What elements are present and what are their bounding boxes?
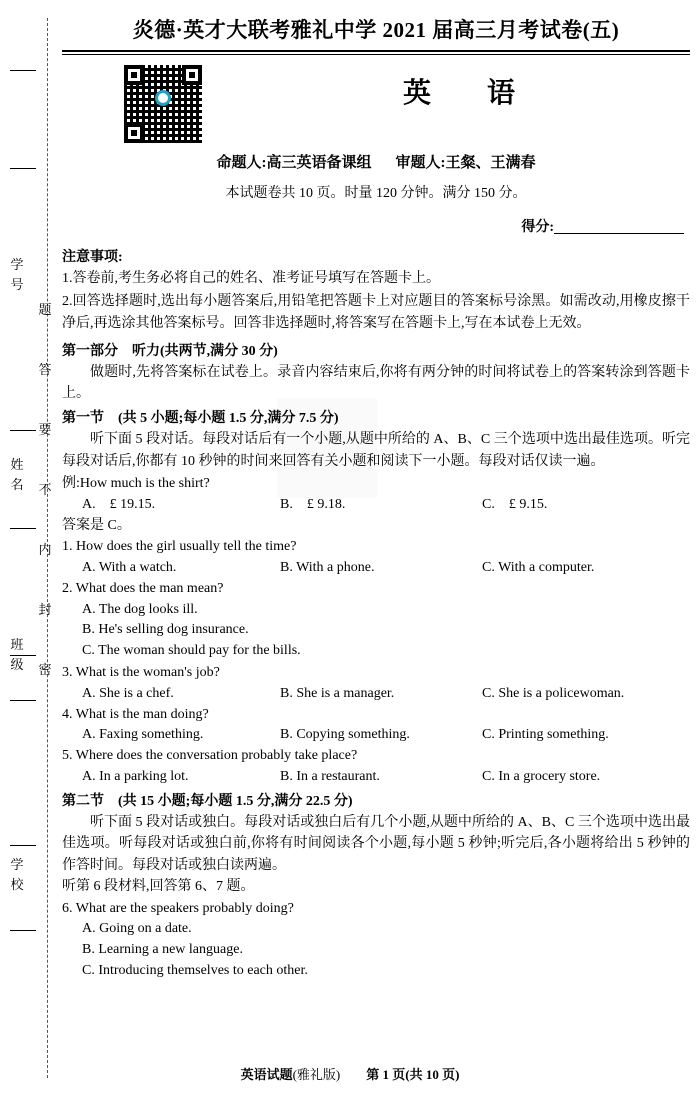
sidebar-label-school — [2, 855, 37, 895]
sidebar-label-class — [2, 635, 37, 675]
question-stem: 5. Where does the conversation probably take place? — [62, 748, 358, 764]
qr-code-icon — [124, 65, 202, 143]
divider-rule — [10, 700, 36, 701]
sidebar-label-name — [2, 455, 37, 495]
option-b[interactable]: B. With a phone. — [280, 560, 375, 576]
sidebar-seal-char — [30, 660, 60, 680]
part1-intro: 做题时,先将答案标在试卷上。录音内容结束后,你将有两分钟的时间将试卷上的答案转涂到答题卡上。 — [62, 364, 690, 402]
option-c[interactable]: C. With a computer. — [482, 560, 595, 576]
notice-item-2: 2.回答选择题时,选出每小题答案后,用铅笔把答题卡上对应题目的答案标号涂黑。如需改动,用橡皮擦干净后,再选涂其他答案标号。回答非选择题时,将答案写在答题卡上,写在本试卷上无效。 — [62, 294, 690, 331]
question-options — [62, 684, 690, 704]
section2-heading: 第二节 (共 15 小题;每小题 1.5 分,满分 22.5 分) — [62, 794, 353, 810]
example-question: 例:How much is the shirt? — [62, 475, 210, 491]
question-stem: 4. What is the man doing? — [62, 706, 209, 722]
notice-item-1: 1.答卷前,考生务必将自己的姓名、准考证号填写在答题卡上。 — [62, 271, 440, 286]
sidebar-label-student-id — [2, 255, 37, 295]
question-stem: 2. What does the man mean? — [62, 581, 224, 597]
sidebar-seal-text: 内 — [38, 542, 52, 557]
material-6-label: 听第 6 段材料,回答第 6、7 题。 — [62, 878, 255, 894]
sidebar-seal-char — [30, 300, 60, 320]
qr-and-subject-row — [62, 55, 690, 137]
option-a[interactable]: A. Going on a date. — [82, 921, 192, 937]
sidebar-label-text: 学 校 — [10, 857, 37, 892]
option-b[interactable]: B. In a restaurant. — [280, 769, 380, 785]
sidebar-seal-text: 要 — [38, 422, 52, 437]
footer-version: (雅礼版) — [292, 1067, 341, 1082]
qr-center-logo-icon — [155, 90, 171, 106]
example-option-b[interactable]: B. £ 9.18. — [280, 496, 346, 512]
page-title: 炎德·英才大联考雅礼中学 2021 届高三月考试卷(五) — [132, 18, 620, 42]
setter-label: 命题人:高三英语备课组 — [216, 155, 372, 171]
question-options — [62, 767, 690, 787]
sidebar-label-text: 学 号 — [10, 257, 37, 292]
left-margin-strip — [0, 0, 60, 1095]
option-b[interactable]: B. He's selling dog insurance. — [82, 622, 249, 638]
sidebar-seal-text: 题 — [38, 302, 52, 317]
question-options — [62, 725, 690, 745]
part1-heading: 第一部分 听力(共两节,满分 30 分) — [62, 343, 278, 359]
page-footer — [0, 1064, 700, 1083]
option-b[interactable]: B. Learning a new language. — [82, 942, 243, 957]
score-blank[interactable] — [554, 233, 684, 234]
option-c[interactable]: C. She is a policewoman. — [482, 685, 625, 701]
divider-rule — [10, 528, 36, 529]
sidebar-seal-text: 不 — [38, 482, 52, 497]
question-stem: 3. What is the woman's job? — [62, 664, 220, 680]
qr-finder-icon — [182, 65, 202, 85]
footer-subject: 英语试题 — [240, 1067, 293, 1082]
paper-content — [62, 0, 690, 1095]
qr-finder-icon — [124, 123, 144, 143]
divider-rule — [10, 845, 36, 846]
question-options — [62, 558, 690, 578]
section2-directions: 听下面 5 段对话或独白。每段对话或独白后有几个小题,从题中所给的 A、B、C 三个选项中选出最佳选项。听每段对话或独白前,你将有时间阅读各个小题,每小题 5 秒钟;听完后,各小题将给出 5 秒钟的作答时间。每段对话或独白读两遍。 — [62, 815, 690, 873]
option-c[interactable]: C. The woman should pay for the bills. — [82, 643, 301, 659]
question-stem: 6. What are the speakers probably doing? — [62, 900, 294, 916]
option-a[interactable]: A. She is a chef. — [82, 685, 174, 701]
paper-info-line: 本试题卷共 10 页。时量 120 分钟。满分 150 分。 — [225, 186, 527, 201]
score-field — [62, 216, 690, 236]
sidebar-seal-char — [30, 480, 60, 500]
sidebar-seal-text: 封 — [38, 602, 52, 617]
example-options — [62, 495, 690, 515]
option-a[interactable]: A. In a parking lot. — [82, 769, 189, 785]
sidebar-seal-char — [30, 360, 60, 380]
option-b[interactable]: B. Copying something. — [280, 727, 410, 743]
question-stem: 1. How does the girl usually tell the time? — [62, 539, 297, 555]
sidebar-seal-text: 密 — [38, 662, 52, 677]
example-option-c[interactable]: C. £ 9.15. — [482, 496, 548, 512]
option-c[interactable]: C. Printing something. — [482, 727, 609, 743]
sidebar-seal-text: 答 — [38, 362, 52, 377]
subject-title: 英 语 — [402, 78, 529, 109]
qr-finder-icon — [124, 65, 144, 85]
sidebar-seal-char — [30, 600, 60, 620]
option-a[interactable]: A. The dog looks ill. — [82, 601, 198, 617]
score-label: 得分: — [521, 220, 554, 235]
sidebar-seal-char — [30, 540, 60, 560]
option-c[interactable]: C. In a grocery store. — [482, 769, 601, 785]
section1-heading: 第一节 (共 5 小题;每小题 1.5 分,满分 7.5 分) — [62, 411, 339, 427]
option-a[interactable]: A. With a watch. — [82, 560, 177, 576]
footer-page-number: 第 1 页(共 10 页) — [366, 1067, 460, 1082]
divider-rule — [10, 930, 36, 931]
option-b[interactable]: B. She is a manager. — [280, 685, 395, 701]
sidebar-seal-char — [30, 420, 60, 440]
notice-heading: 注意事项: — [62, 250, 123, 265]
sidebar-label-text: 班 级 — [10, 637, 37, 672]
divider-rule — [10, 168, 36, 169]
authors-line — [62, 151, 690, 172]
option-a[interactable]: A. Faxing something. — [82, 727, 204, 743]
sidebar-label-text: 姓 名 — [10, 457, 37, 492]
example-option-a[interactable]: A. £ 19.15. — [82, 496, 156, 512]
example-answer: 答案是 C。 — [62, 517, 131, 533]
reviewer-label: 审题人:王粲、王满春 — [395, 155, 536, 171]
option-c[interactable]: C. Introducing themselves to each other. — [82, 962, 308, 978]
section1-directions: 听下面 5 段对话。每段对话后有一个小题,从题中所给的 A、B、C 三个选项中选出最佳选项。听完每段对话后,你都有 10 秒钟的时间来回答有关小题和阅读下一小题。每段对话仅读一遍。 — [62, 432, 690, 469]
divider-rule — [10, 70, 36, 71]
